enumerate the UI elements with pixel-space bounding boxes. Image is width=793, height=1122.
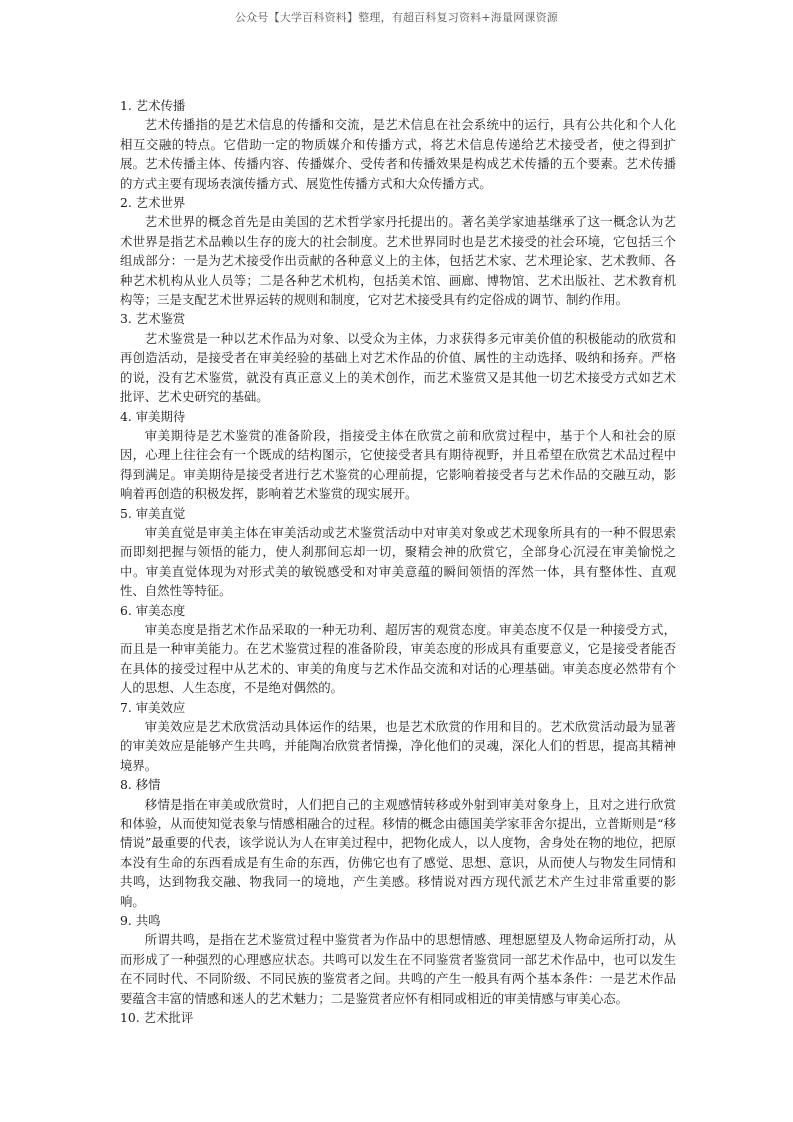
section-paragraph: 审美直觉是审美主体在审美活动或艺术鉴赏活动中对审美对象或艺术现象所具有的一种不假思索而即刻把握与领悟的能力，使人刹那间忘却一切，聚精会神的欣赏它，全部身心沉浸在审美愉悦之中。审美直觉体现为对形式美的敏锐感受和对审美意蕴的瞬间领悟的浑然一体，具有整体性、直观性、自然性等特征。: [120, 524, 676, 599]
section-resonance: [120, 911, 676, 1008]
section-paragraph: 移情是指在审美或欣赏时，人们把自己的主观感情转移或外射到审美对象身上，且对之进行欣赏和体验，从而使知觉表象与情感相融合的过程。移情的概念由德国美学家菲舍尔提出，立普斯则是“移情说”最重要的代表，该学说认为人在审美过程中，把物化成人，以人度物，舍身处在物的地位，把原本没有生命的东西看成是有生命的东西，仿佛它也有了感觉、思想、意识，从而使人与物发生同情和共鸣，达到物我交融、物我同一的境地，产生美感。移情说对西方现代派艺术产生过非常重要的影响。: [120, 796, 676, 909]
document-body: [120, 96, 676, 1028]
section-aesthetic-effect: [120, 698, 676, 776]
section-art-dissemination: [120, 96, 676, 193]
section-empathy: [120, 775, 676, 911]
section-art-criticism: [120, 1008, 676, 1027]
section-aesthetic-intuition: [120, 504, 676, 601]
section-title: 7. 审美效应: [120, 699, 186, 715]
section-aesthetic-expectation: [120, 407, 676, 504]
section-title: 10. 艺术批评: [120, 1010, 194, 1026]
section-title: 5. 审美直觉: [120, 505, 186, 521]
section-paragraph: 艺术世界的概念首先是由美国的艺术哲学家丹托提出的。著名美学家迪基继承了这一概念认为艺术世界是指艺术品赖以生存的庞大的社会制度。艺术世界同时也是艺术接受的社会环境，它包括三个组成部分：一是为艺术接受作出贡献的各种意义上的主体，包括艺术家、艺术理论家、艺术教师、各种艺术机构从业人员等；二是各种艺术机构，包括美术馆、画廊、博物馆、艺术出版社、艺术教育机构等；三是支配艺术世界运转的规则和制度，它对艺术接受具有约定俗成的调节、制约作用。: [120, 214, 676, 308]
section-title: 8. 移情: [120, 777, 161, 793]
page-header: 公众号【大学百科资料】整理，有超百科复习资料+海量网课资源: [234, 11, 558, 24]
section-paragraph: 艺术鉴赏是一种以艺术作品为对象、以受众为主体，力求获得多元审美价值的积极能动的欣赏和再创造活动，是接受者在审美经验的基础上对艺术作品的价值、属性的主动选择、吸纳和扬弃。严格的说，没有艺术鉴赏，就没有真正意义上的美术创作，而艺术鉴赏又是其他一切艺术接受方式如艺术批评、艺术史研究的基础。: [120, 330, 676, 405]
section-paragraph: 审美态度是指艺术作品采取的一种无功利、超厉害的观赏态度。审美态度不仅是一种接受方式，而且是一种审美能力。在艺术鉴赏过程的准备阶段，审美态度的形成具有重要意义，它是接受者能否在具体的接受过程中从艺术的、审美的角度与艺术作品交流和对话的心理基础。审美态度必然带有个人的思想、人生态度，不是绝对偶然的。: [120, 621, 676, 696]
section-paragraph: 所谓共鸣，是指在艺术鉴赏过程中鉴赏者为作品中的思想情感、理想愿望及人物命运所打动，从而形成了一种强烈的心理感应状态。共鸣可以发生在不同鉴赏者鉴赏同一部艺术作品中，也可以发生在不同时代、不同阶级、不同民族的鉴赏者之间。共鸣的产生一般具有两个基本条件：一是艺术作品要蕴含丰富的情感和迷人的艺术魅力；二是鉴赏者应怀有相同或相近的审美情感与审美心态。: [120, 932, 676, 1006]
section-paragraph: 审美期待是艺术鉴赏的准备阶段，指接受主体在欣赏之前和欣赏过程中，基于个人和社会的原因，心理上往往会有一个既成的结构图示，它使接受者具有期待视野，并且希望在欣赏艺术品过程中得到满足。审美期待是接受者进行艺术鉴赏的心理前提，它影响着接受者与艺术作品的交融互动，影响着再创造的积极发挥，影响着艺术鉴赏的现实展开。: [120, 427, 676, 502]
section-title: 3. 艺术鉴赏: [120, 311, 186, 327]
section-art-world: [120, 193, 676, 309]
section-paragraph: 艺术传播指的是艺术信息的传播和交流，是艺术信息在社会系统中的运行，具有公共化和个人化相互交融的特点。它借助一定的物质媒介和传播方式，将艺术信息传递给艺术接受者，使之得到扩展。艺术传播主体、传播内容、传播媒介、受传者和传播效果是构成艺术传播的五个要素。艺术传播的方式主要有现场表演传播方式、展览性传播方式和大众传播方式。: [120, 117, 676, 191]
section-title: 6. 审美态度: [120, 602, 186, 618]
section-art-appreciation: [120, 309, 676, 406]
section-title: 4. 审美期待: [120, 408, 186, 424]
section-title: 1. 艺术传播: [120, 98, 186, 113]
section-title: 9. 共鸣: [120, 913, 161, 929]
section-aesthetic-attitude: [120, 601, 676, 698]
section-title: 2. 艺术世界: [120, 195, 186, 211]
section-paragraph: 审美效应是艺术欣赏活动具体运作的结果，也是艺术欣赏的作用和目的。艺术欣赏活动最为显著的审美效应是能够产生共鸣，并能陶冶欣赏者情操，净化他们的灵魂，深化人们的哲思，提高其精神境界。: [120, 719, 676, 773]
